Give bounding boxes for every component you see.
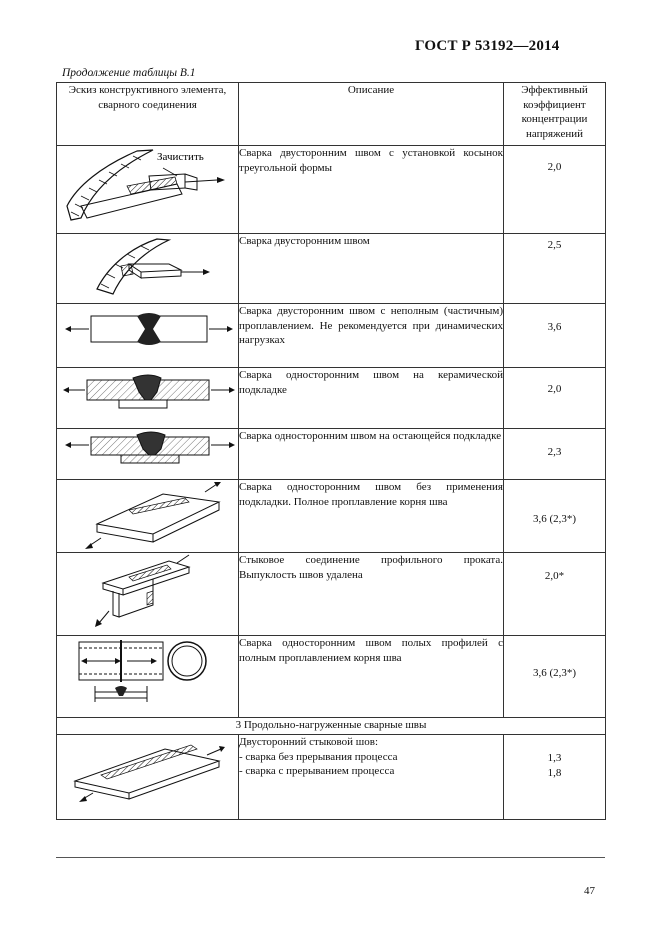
table-row <box>57 304 606 368</box>
table-row <box>57 368 606 429</box>
table-row <box>57 234 606 304</box>
sketch-longitudinal-butt-weld <box>57 735 239 820</box>
table-row <box>57 735 606 820</box>
page-number: 47 <box>584 885 595 897</box>
description-cell: Сварка односторонним швом без применения подкладки. Полное проплавление корня шва <box>239 480 504 553</box>
coefficient-cell: 2,0* <box>504 553 606 636</box>
column-header-sketch: Эскиз конструктивного элемента, сварного соединения <box>57 83 239 146</box>
stress-concentration-table <box>56 82 606 820</box>
section3-coef-2: 1,8 <box>547 766 562 779</box>
section3-item-2: - сварка с прерыванием процесса <box>239 765 395 777</box>
sketch-label-clean: Зачистить <box>157 151 204 163</box>
table-row <box>57 429 606 480</box>
coefficient-cell: 3,6 <box>504 304 606 368</box>
description-cell: Стыковое соединение профильного проката. Выпуклость швов удалена <box>239 553 504 636</box>
sketch-no-backing <box>57 480 239 553</box>
description-cell: Сварка двусторонним швом <box>239 234 504 304</box>
table-continuation-label: Продолжение таблицы В.1 <box>62 67 196 79</box>
table-row <box>57 636 606 718</box>
sketch-double-sided-weld <box>57 234 239 304</box>
table-header-row <box>57 83 606 146</box>
table-row <box>57 146 606 234</box>
sketch-ceramic-backing <box>57 368 239 429</box>
coefficient-cell: 2,0 <box>504 146 606 234</box>
sketch-profile-butt-joint <box>57 553 239 636</box>
table-row <box>57 553 606 636</box>
description-cell: Сварка односторонним швом полых профилей с полным проплавлением корня шва <box>239 636 504 718</box>
section3-coef-1: 1,3 <box>547 752 562 764</box>
section3-item-1: - сварка без прерывания процесса <box>239 750 398 763</box>
section-title: 3 Продольно-нагруженные сварные швы <box>57 718 606 735</box>
coefficient-cell: 2,3 <box>504 429 606 480</box>
sketch-gusset-joint <box>57 146 239 234</box>
coefficient-cell <box>504 735 606 820</box>
coefficient-cell: 3,6 (2,3*) <box>504 636 606 718</box>
description-cell: Сварка двусторонним швом с установкой косынок треугольной формы <box>239 146 504 234</box>
coefficient-cell: 2,5 <box>504 234 606 304</box>
coefficient-cell: 3,6 (2,3*) <box>504 480 606 553</box>
sketch-hollow-profile <box>57 636 239 718</box>
section-header-row <box>57 718 606 735</box>
sketch-partial-penetration <box>57 304 239 368</box>
column-header-coefficient: Эффективный коэффициент концентрации напряжений <box>504 83 606 146</box>
coefficient-cell: 2,0 <box>504 368 606 429</box>
sketch-permanent-backing <box>57 429 239 480</box>
description-cell: Сварка односторонним швом на остающейся подкладке <box>239 429 504 480</box>
description-cell: Сварка двусторонним швом с неполным (частичным) проплавлением. Не рекомендуется при динамических нагрузках <box>239 304 504 368</box>
footer-divider <box>56 857 605 858</box>
standard-number: ГОСТ Р 53192—2014 <box>415 38 560 54</box>
table-row <box>57 480 606 553</box>
section3-intro: Двусторонний стыковой шов: <box>239 736 379 748</box>
description-cell: Сварка односторонним швом на керамической подкладке <box>239 368 504 429</box>
column-header-description: Описание <box>239 83 504 146</box>
description-cell <box>239 735 504 820</box>
